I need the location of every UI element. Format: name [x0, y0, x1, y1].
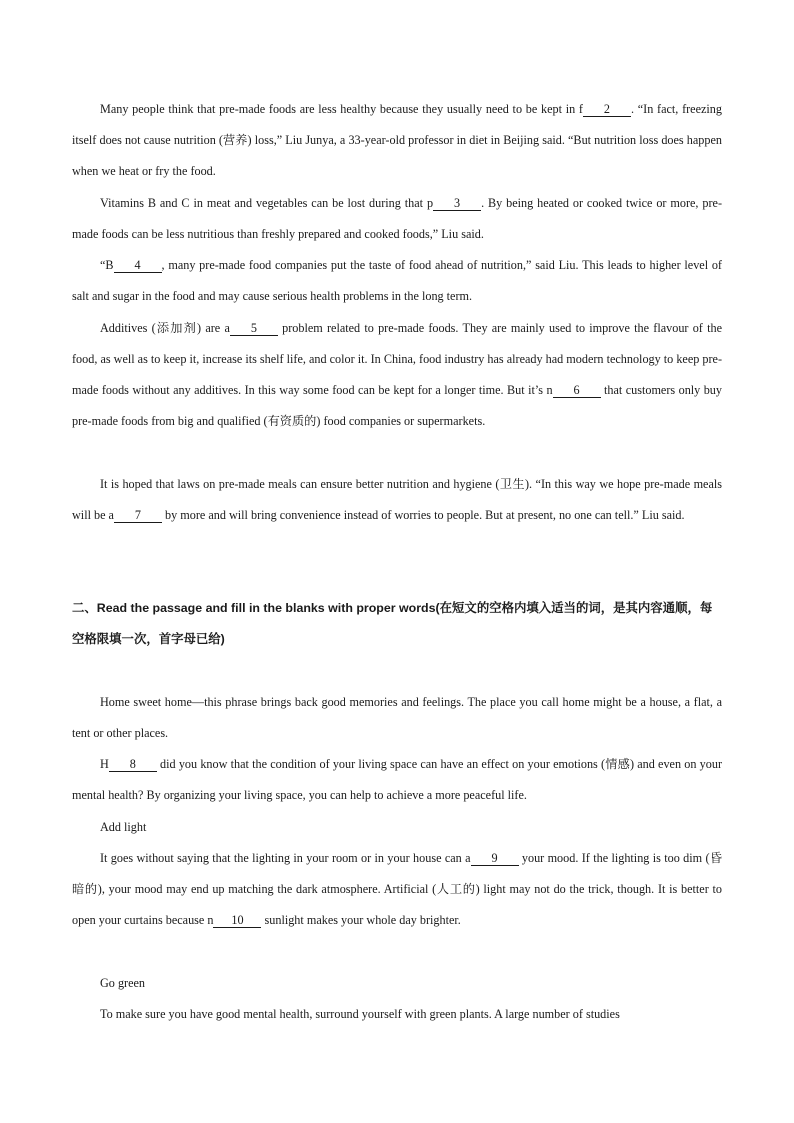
blank-9[interactable]: 9	[471, 851, 519, 866]
text: , many pre-made food companies put the taste of food ahead of nutrition,” said Liu. This leads to higher level of salt and sugar in the food and may cause serious health problems in the long term.	[72, 258, 722, 303]
text: . “In fact, freezing itself does not cause nutrition (营养) loss,” Liu Junya, a 33-year-old professor in diet in Beijing said. “But nutrition loss does happen when we heat or fry the food.	[72, 102, 722, 178]
blank-4[interactable]: 4	[114, 258, 162, 273]
text: that customers only buy pre-made foods from big and qualified (有资质的) food companies or supermarkets.	[72, 383, 722, 428]
text: did you know that the condition of your living space can have an effect on your emotions (情感) and even on your mental health? By organizing your living space, you can help to achieve a more peaceful life.	[72, 757, 722, 802]
blank-7[interactable]: 7	[114, 508, 162, 523]
text: by more and will bring convenience instead of worries to people. But at present, no one can tell.” Liu said.	[161, 508, 685, 522]
text: H	[100, 757, 109, 771]
subheading-add-light: Add light	[100, 820, 147, 834]
text: sunlight makes your whole day brighter.	[261, 913, 461, 927]
passage2-paragraph-1: Home sweet home—this phrase brings back good memories and feelings. The place you call home might be a house, a flat, a tent or other places.	[72, 695, 722, 740]
subheading-go-green: Go green	[100, 976, 146, 990]
text: “B	[100, 258, 114, 272]
text: It is hoped that laws on pre-made meals can ensure better nutrition and hygiene (卫生). “In this way we hope pre-made meals will be a	[72, 477, 722, 522]
text: . By being heated or cooked twice or more, pre-made foods can be less nutritious than freshly prepared and cooked foods,” Liu said.	[72, 196, 723, 241]
text: Vitamins B and C in meat and vegetables can be lost during that p	[100, 196, 434, 210]
blank-3[interactable]: 3	[433, 196, 481, 211]
text: Many people think that pre-made foods are less healthy because they usually need to be kept in f	[100, 102, 583, 116]
passage2-paragraph-3	[72, 843, 722, 936]
passage1-paragraph-5	[72, 469, 722, 531]
passage1-paragraph-1	[72, 94, 722, 187]
passage1-paragraph-3	[72, 250, 722, 312]
passage1-paragraph-4	[72, 313, 722, 437]
blank-8[interactable]: 8	[109, 757, 157, 772]
blank-5[interactable]: 5	[230, 321, 278, 336]
section-2-heading: 二、Read the passage and fill in the blanks with proper words(在短文的空格内填入适当的词，是其内容通顺，每空格限填一次，首字母已给)	[72, 601, 713, 646]
blank-2[interactable]: 2	[583, 102, 631, 117]
blank-6[interactable]: 6	[553, 383, 601, 398]
blank-10[interactable]: 10	[213, 913, 261, 928]
text: your mood. If the lighting is too dim (昏暗的), your mood may end up matching the dark atmosphere. Artificial (人工的) light may not do the trick, though. It is better to open your curtains because n	[72, 851, 723, 927]
passage1-paragraph-2	[72, 188, 722, 250]
passage2-paragraph-4: To make sure you have good mental health, surround yourself with green plants. A large number of studies	[100, 1007, 620, 1021]
passage2-paragraph-2	[72, 749, 722, 811]
text: Additives (添加剂) are a	[100, 321, 230, 335]
text: problem related to pre-made foods. They are mainly used to improve the flavour of the food, as well as to keep it, increase its shelf life, and color it. In China, food industry has already had modern technology to keep pre-made foods without any additives. In this way some food can be kept for a longer time. But it’s n	[72, 321, 722, 397]
text: It goes without saying that the lighting in your room or in your house can a	[100, 851, 471, 865]
